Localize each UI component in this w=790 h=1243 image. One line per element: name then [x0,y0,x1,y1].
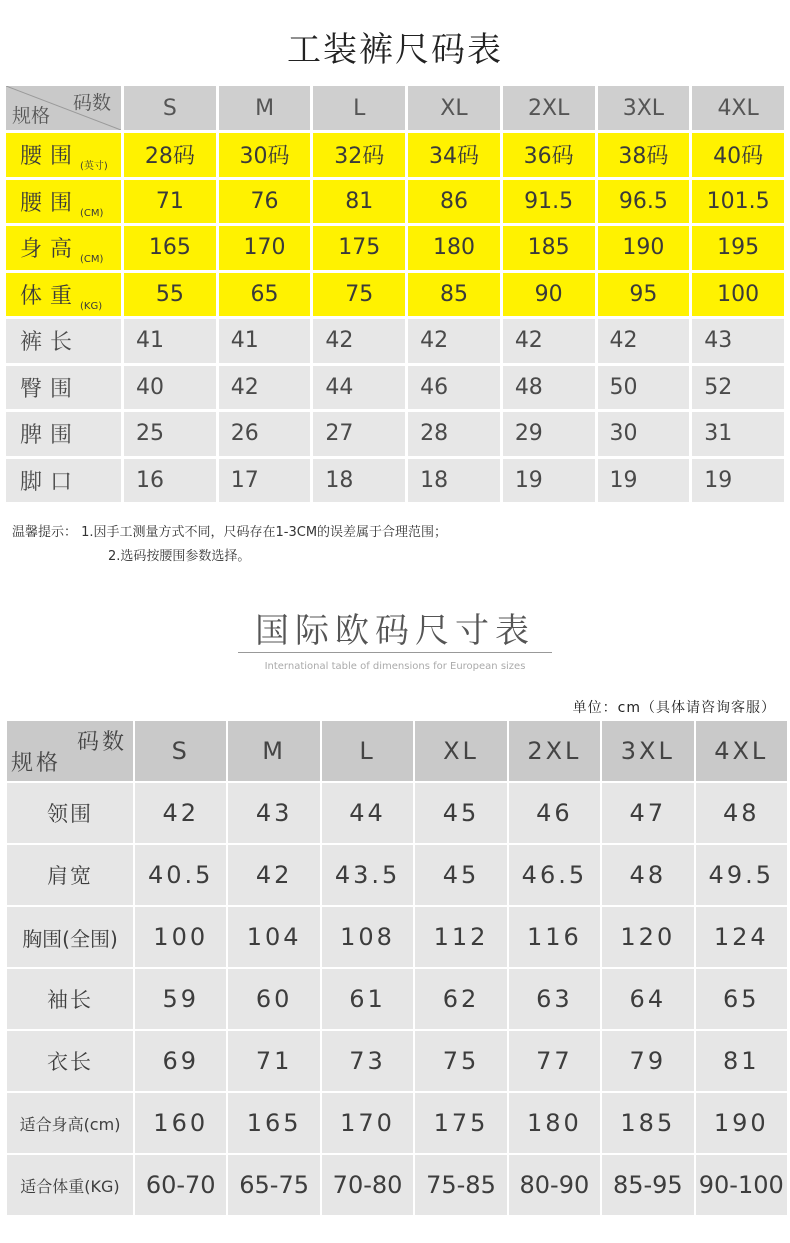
table-row [6,319,784,363]
table-cell: 46 [408,366,500,410]
row-label [6,273,121,317]
corner-label-spec: 规格 [12,105,51,127]
size-header-4xl: 4XL [692,86,784,130]
table-cell: 120 [602,907,693,967]
table-cell: 95 [598,273,690,317]
table-cell: 104 [228,907,319,967]
table-cell: 42 [135,783,226,843]
table-cell: 43 [692,319,784,363]
table-cell: 52 [692,366,784,410]
table-cell: 42 [408,319,500,363]
table-cell: 19 [692,459,784,503]
table-cell: 124 [696,907,787,967]
table-row [6,412,784,456]
note-line-1: 温馨提示： 1.因手工测量方式不同，尺码存在1-3CM的误差属于合理范围； [12,525,448,540]
european-size-table [5,719,789,1217]
size-header-2xl: 2XL [509,721,600,781]
size-header-s: S [124,86,216,130]
table-cell: 77 [509,1031,600,1091]
table-header-row [7,721,787,781]
header-corner-cell [6,86,121,130]
table-cell: 43 [228,783,319,843]
table-cell: 64 [602,969,693,1029]
table-cell: 81 [313,180,405,224]
table-cell: 48 [602,845,693,905]
corner-wrap [6,86,121,130]
table-cell: 40.5 [135,845,226,905]
table-cell: 75 [415,1031,506,1091]
table-cell: 86 [408,180,500,224]
size-header-l: L [322,721,413,781]
table-cell: 18 [408,459,500,503]
table-cell: 81 [696,1031,787,1091]
table-cell: 185 [503,226,595,270]
table-cell: 175 [415,1093,506,1153]
table-cell: 31 [692,412,784,456]
size-header-xl: XL [415,721,506,781]
corner-label-size: 码数 [76,730,127,755]
table-row [6,459,784,503]
table-cell: 101.5 [692,180,784,224]
size-header-s: S [135,721,226,781]
table-row [7,907,787,967]
table-cell: 32码 [313,133,405,177]
table-cell: 29 [503,412,595,456]
table-cell: 116 [509,907,600,967]
table-cell: 38码 [598,133,690,177]
table-row [6,133,784,177]
table-cell: 63 [509,969,600,1029]
table-row [7,1155,787,1215]
table-row [7,969,787,1029]
table-cell: 19 [598,459,690,503]
table-cell: 45 [415,783,506,843]
size-header-m: M [219,86,311,130]
table-cell: 46 [509,783,600,843]
table-cell: 61 [322,969,413,1029]
table-cell: 34码 [408,133,500,177]
table-cell: 60 [228,969,319,1029]
size-header-4xl: 4XL [696,721,787,781]
table-cell: 80-90 [509,1155,600,1215]
table-cell: 180 [408,226,500,270]
table-cell: 100 [135,907,226,967]
table-cell: 100 [692,273,784,317]
corner-label-size: 码数 [72,92,111,114]
table-cell: 71 [124,180,216,224]
row-label: 袖长 [7,969,133,1029]
table-cell: 42 [598,319,690,363]
table-cell: 185 [602,1093,693,1153]
table-cell: 55 [124,273,216,317]
row-label-unit: (KG) [80,300,103,312]
table-cell: 19 [503,459,595,503]
table-cell: 69 [135,1031,226,1091]
size-header-3xl: 3XL [602,721,693,781]
row-label-unit: (CM) [80,254,104,266]
row-label: 适合体重(KG) [7,1155,133,1215]
table-cell: 30码 [219,133,311,177]
table-cell: 165 [228,1093,319,1153]
pants-size-table [3,83,787,505]
table-cell: 40码 [692,133,784,177]
size-header-2xl: 2XL [503,86,595,130]
table-cell: 195 [692,226,784,270]
table-cell: 108 [322,907,413,967]
table-cell: 65 [219,273,311,317]
table-cell: 41 [219,319,311,363]
table-header-row [6,86,784,130]
table-row [6,180,784,224]
table-cell: 90-100 [696,1155,787,1215]
table-cell: 175 [313,226,405,270]
row-label-unit: (英寸) [80,161,108,173]
size-notes [12,521,447,569]
row-label-text: 腰围 [20,190,81,216]
size-header-l: L [313,86,405,130]
table-cell: 165 [124,226,216,270]
row-label [6,319,121,363]
row-label-text: 体重 [20,283,81,309]
table-cell: 112 [415,907,506,967]
size-header-3xl: 3XL [598,86,690,130]
table-cell: 75 [313,273,405,317]
table-cell: 42 [313,319,405,363]
row-label [6,412,121,456]
table-cell: 170 [219,226,311,270]
table-cell: 71 [228,1031,319,1091]
table-cell: 60-70 [135,1155,226,1215]
table-cell: 76 [219,180,311,224]
table-cell: 170 [322,1093,413,1153]
table-cell: 42 [228,845,319,905]
size-header-m: M [228,721,319,781]
row-label [6,459,121,503]
table-cell: 49.5 [696,845,787,905]
table-cell: 44 [313,366,405,410]
table-cell: 42 [219,366,311,410]
header-corner-cell [7,721,133,781]
table-cell: 75-85 [415,1155,506,1215]
table-cell: 42 [503,319,595,363]
size-header-xl: XL [408,86,500,130]
row-label: 肩宽 [7,845,133,905]
table-row [6,366,784,410]
row-label-unit: (CM) [80,207,104,219]
table-cell: 27 [313,412,405,456]
table-cell: 65 [696,969,787,1029]
table-cell: 41 [124,319,216,363]
title-divider [238,652,552,653]
table-cell: 28 [408,412,500,456]
row-label-text: 裤长 [20,330,81,356]
table-cell: 43.5 [322,845,413,905]
row-label: 衣长 [7,1031,133,1091]
row-label: 领围 [7,783,133,843]
note-line-2: 2.选码按腰围参数选择。 [108,549,251,564]
table-cell: 59 [135,969,226,1029]
table-cell: 45 [415,845,506,905]
table-cell: 190 [598,226,690,270]
table-row [6,273,784,317]
table-row [7,1093,787,1153]
european-size-chart-subtitle: International table of dimensions for European sizes [264,661,526,672]
table-row [7,845,787,905]
row-label [6,133,121,177]
table-cell: 47 [602,783,693,843]
unit-note: 单位：cm（具体请咨询客服） [572,700,776,716]
table-cell: 65-75 [228,1155,319,1215]
page-title-pants-size-chart: 工装裤尺码表 [287,30,503,70]
table-row [7,1031,787,1091]
table-cell: 46.5 [509,845,600,905]
row-label-text: 腰围 [20,144,81,170]
table-cell: 28码 [124,133,216,177]
table-cell: 79 [602,1031,693,1091]
corner-label-spec: 规格 [11,751,62,776]
table-cell: 26 [219,412,311,456]
table-row [7,783,787,843]
table-cell: 90 [503,273,595,317]
table-cell: 85 [408,273,500,317]
row-label: 适合身高(cm) [7,1093,133,1153]
table-cell: 73 [322,1031,413,1091]
table-row [6,226,784,270]
table-cell: 36码 [503,133,595,177]
table-cell: 48 [503,366,595,410]
row-label-text: 脾围 [20,423,81,449]
row-label: 胸围(全围) [7,907,133,967]
table-cell: 18 [313,459,405,503]
table-cell: 25 [124,412,216,456]
table-cell: 160 [135,1093,226,1153]
table-cell: 85-95 [602,1155,693,1215]
row-label-text: 身高 [20,237,81,263]
table-cell: 180 [509,1093,600,1153]
table-cell: 50 [598,366,690,410]
table-cell: 70-80 [322,1155,413,1215]
row-label [6,226,121,270]
table-cell: 16 [124,459,216,503]
table-cell: 40 [124,366,216,410]
table-cell: 48 [696,783,787,843]
table-cell: 17 [219,459,311,503]
european-size-chart-title: 国际欧码尺寸表 [255,611,535,651]
corner-wrap [7,721,133,781]
row-label-text: 臀围 [20,376,81,402]
table-cell: 62 [415,969,506,1029]
row-label [6,180,121,224]
row-label-text: 脚口 [20,469,81,495]
row-label [6,366,121,410]
table-cell: 44 [322,783,413,843]
table-cell: 91.5 [503,180,595,224]
table-cell: 96.5 [598,180,690,224]
table-cell: 190 [696,1093,787,1153]
table-cell: 30 [598,412,690,456]
